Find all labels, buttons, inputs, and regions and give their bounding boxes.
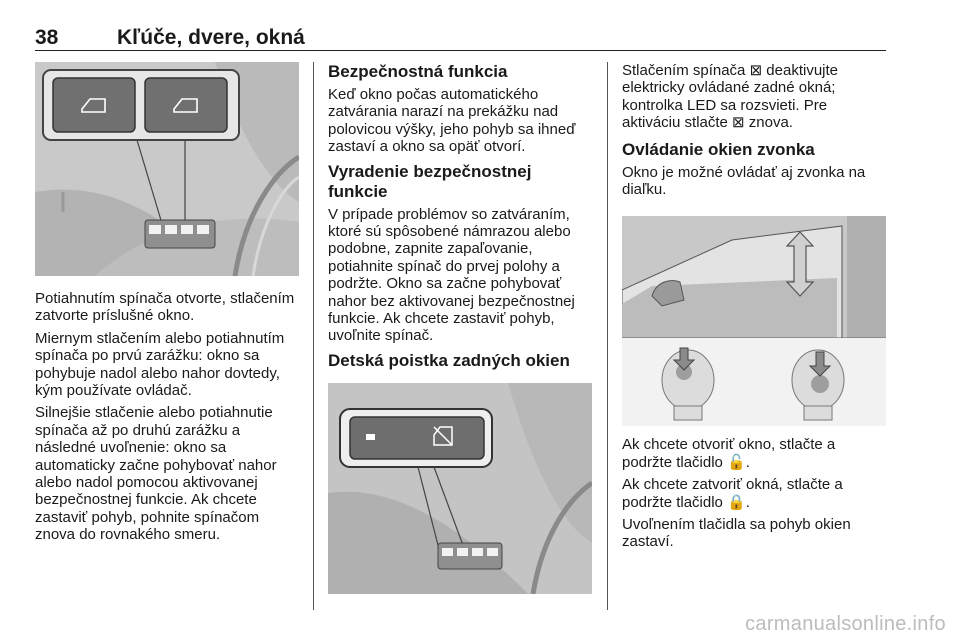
paragraph: Ak chcete zatvoriť okná, stlačte a podržte tlačidlo 🔒. — [622, 476, 843, 511]
page-header — [35, 26, 886, 51]
section-heading: Ovládanie okien zvonka — [622, 139, 815, 159]
paragraph: Silnejšie stlačenie alebo potiahnutie spínača až po druhú zarážku a následné uvoľnenie: okno sa automaticky začne pohybovať nahor alebo nadol pomocou aktivovanej bezpečnostnej funkcie. Ak chcete zastaviť pohyb, pohnite spínačom znova do rovnakého smeru. — [35, 404, 277, 544]
window-switch-illustration — [35, 62, 299, 276]
column-divider-2 — [607, 62, 608, 610]
watermark: carmanualsonline.info — [745, 613, 946, 635]
section-heading: Bezpečnostná funkcia — [328, 62, 508, 81]
paragraph: Stlačením spínača ⊠ deaktivujte elektricky ovládané zadné okná; kontrolka LED sa rozsvieti. Pre aktiváciu stlačte ⊠ znova. — [622, 62, 839, 132]
page-title: Kľúče, dvere, okná — [117, 26, 305, 49]
remote-window-control-illustration — [622, 216, 886, 426]
section-heading: Detská poistka zadných okien — [328, 350, 570, 370]
paragraph: Miernym stlačením alebo potiahnutím spínača po prvú zarážku: okno sa pohybuje nadol alebo nahor dovtedy, kým používate ovládač. — [35, 329, 285, 400]
paragraph: Uvoľnením tlačidla sa pohyb okien zastaví. — [622, 516, 851, 551]
column-1 — [35, 62, 300, 549]
column-3 — [622, 62, 886, 556]
column-2 — [328, 62, 592, 594]
paragraph: Keď okno počas automatického zatvárania narazí na prekážku nad polovicou výšky, jeho pohyb sa ihneď zastaví a okno sa opäť otvorí. — [328, 86, 576, 156]
column-divider-1 — [313, 62, 314, 610]
section-heading: Vyradenie bezpečnostnej funkcie — [328, 161, 532, 201]
paragraph: V prípade problémov so zatváraním, ktoré sú spôsobené námrazou alebo podobne, zapnite zapaľovanie, potiahnite spínač do prvej polohy a podržte. Okno sa začne pohybovať nahor bez aktivovanej bezpečnostnej funkcie. Ak chcete zastaviť pohyb, uvoľnite spínač. — [328, 205, 575, 345]
paragraph: Ak chcete otvoriť okno, stlačte a podržte tlačidlo 🔓. — [622, 436, 836, 471]
paragraph: Okno je možné ovládať aj zvonka na diaľku. — [622, 163, 866, 199]
child-lock-switch-illustration — [328, 383, 592, 594]
paragraph: Potiahnutím spínača otvorte, stlačením zatvorte príslušné okno. — [35, 290, 295, 325]
page-number: 38 — [35, 26, 59, 49]
